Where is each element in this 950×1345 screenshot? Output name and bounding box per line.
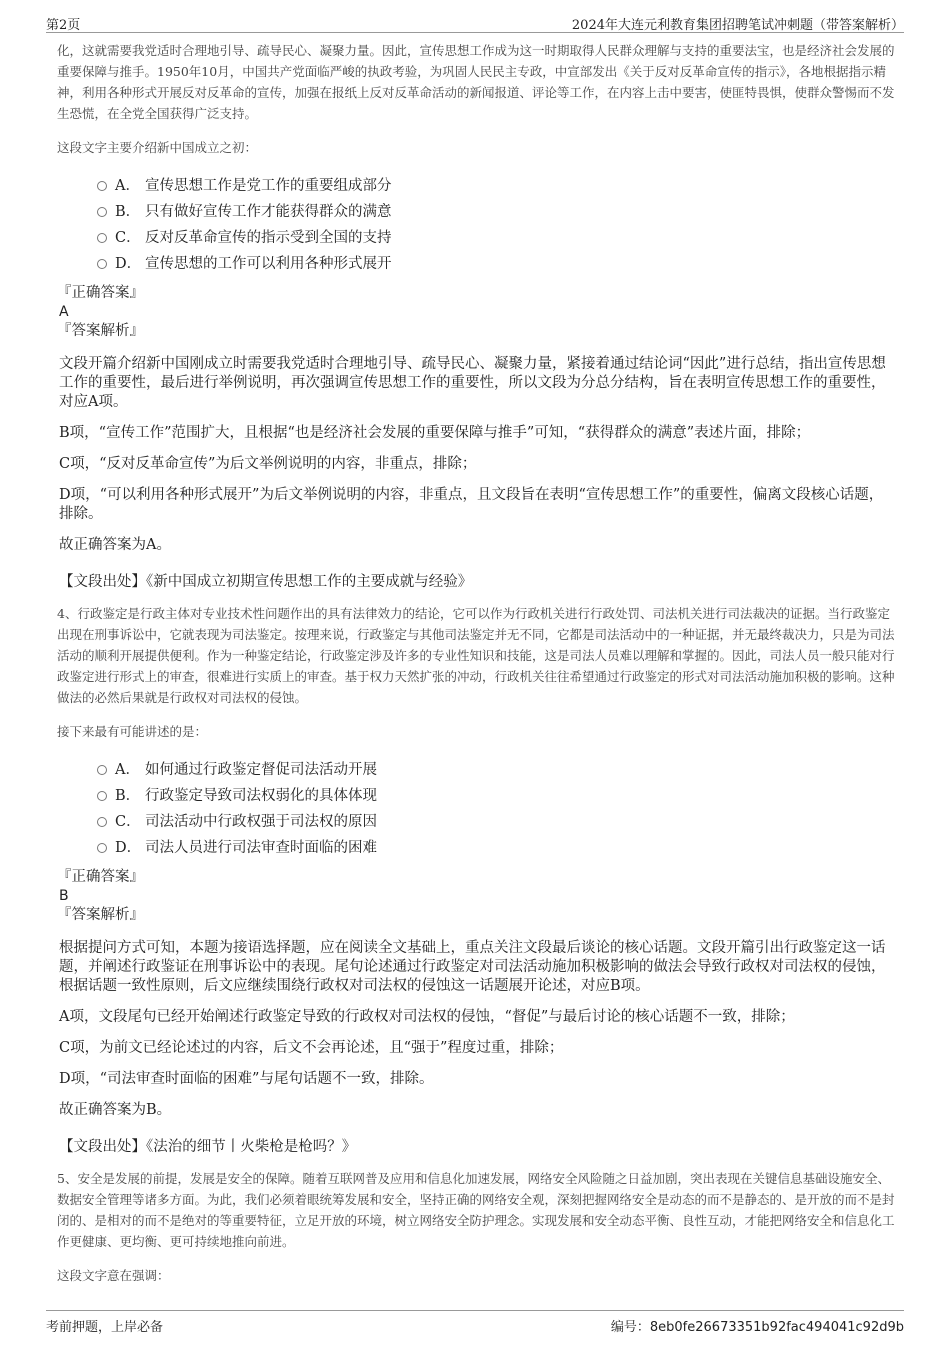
analysis-paragraph: 故正确答案为A。: [59, 537, 171, 553]
option-d[interactable]: D． 宣传思想的工作可以利用各种形式展开: [97, 250, 897, 276]
correct-answer: B: [59, 888, 69, 904]
source-citation: 【文段出处】《新中国成立初期宣传思想工作的主要成就与经验》: [59, 574, 473, 590]
radio-icon[interactable]: [97, 259, 107, 269]
page-number: 第2页: [46, 18, 81, 33]
radio-icon[interactable]: [97, 791, 107, 801]
page-header: [46, 10, 904, 33]
question-stem: 接下来最有可能讲述的是：: [57, 724, 208, 739]
radio-icon[interactable]: [97, 233, 107, 243]
option-a[interactable]: A． 如何通过行政鉴定督促司法活动开展: [97, 756, 897, 782]
option-a[interactable]: A． 宣传思想工作是党工作的重要组成部分: [97, 172, 897, 198]
option-b[interactable]: B． 行政鉴定导致司法权弱化的具体体现: [97, 782, 897, 808]
analysis-label: 『答案解析』: [57, 907, 144, 923]
analysis-paragraph: C项，“反对反革命宣传”为后文举例说明的内容，非重点，排除；: [59, 456, 477, 472]
analysis-paragraph: 根据提问方式可知，本题为接语选择题，应在阅读全文基础上，重点关注文段最后谈论的核心话题。文段开篇引出行政鉴定这一话题，并阐述行政鉴证在刑事诉讼中的表现。尾句论述通过行政鉴定对司法活动施加积极影响的做法会导致行政权对司法权的侵蚀，根据话题一致性原则，后文应继续围绕行政权对司法权的侵蚀这一话题展开论述，对应B项。: [59, 940, 886, 994]
page-footer: [46, 1310, 904, 1335]
analysis-label: 『答案解析』: [57, 323, 144, 339]
analysis-paragraph: D项，“可以利用各种形式展开”为后文举例说明的内容，非重点，且文段旨在表明“宣传思想工作”的重要性，偏离文段核心话题，排除。: [59, 487, 884, 522]
source-citation: 【文段出处】《法治的细节丨火柴枪是枪吗？》: [59, 1139, 357, 1155]
document-code: [611, 1316, 904, 1335]
code-value: 8eb0fe26673351b92fac494041c92d9b: [649, 1320, 904, 1335]
radio-icon[interactable]: [97, 181, 107, 191]
radio-icon[interactable]: [97, 843, 107, 853]
document-title: 2024年大连元利教育集团招聘笔试冲刺题（带答案解析）: [571, 18, 904, 33]
question-stem: 这段文字意在强调：: [57, 1268, 170, 1283]
option-c[interactable]: C． 反对反革命宣传的指示受到全国的支持: [97, 224, 897, 250]
passage-text: 化，这就需要我党适时合理地引导、疏导民心、凝聚力量。因此，宣传思想工作成为这一时期取得人民群众理解与支持的重要法宝，也是经济社会发展的重要保障与推手。1950年10月，中国共产党面临严峻的执政考验，为巩固人民民主专政，中宣部发出《关于反对反革命宣传的指示》，各地根据指示精神，利用各种形式开展反对反革命的宣传，加强在报纸上反对反革命活动的新闻报道、评论等工作，在内容上击中要害，使匪特畏惧，使群众警惕而不发生恐慌，在全党全国获得广泛支持。: [57, 43, 895, 121]
correct-answer-label: 『正确答案』: [57, 285, 144, 301]
option-list: [97, 756, 897, 860]
radio-icon[interactable]: [97, 817, 107, 827]
correct-answer-label: 『正确答案』: [57, 869, 144, 885]
option-list: [97, 172, 897, 276]
footer-slogan: 考前押题，上岸必备: [46, 1320, 164, 1335]
option-b[interactable]: B． 只有做好宣传工作才能获得群众的满意: [97, 198, 897, 224]
passage-text: 4、行政鉴定是行政主体对专业技术性问题作出的具有法律效力的结论，它可以作为行政机关进行行政处罚、司法机关进行司法裁决的证据。当行政鉴定出现在刑事诉讼中，它就表现为司法鉴定。按理来说，行政鉴定与其他司法鉴定并无不同，它都是司法活动中的一种证据，并无最终裁决力，只是为司法活动的顺利开展提供便利。作为一种鉴定结论，行政鉴定涉及许多的专业性知识和技能，这是司法人员难以理解和掌握的。因此，司法人员一般只能对行政鉴定进行形式上的审查，很难进行实质上的审查。基于权力天然扩张的冲动，行政机关往往希望通过行政鉴定的形式对司法活动施加积极的影响。这种做法的必然后果就是行政权对司法权的侵蚀。: [57, 606, 895, 705]
analysis-paragraph: A项，文段尾句已经开始阐述行政鉴定导致的行政权对司法权的侵蚀，“督促”与最后讨论的核心话题不一致，排除；: [59, 1009, 795, 1025]
option-c[interactable]: C． 司法活动中行政权强于司法权的原因: [97, 808, 897, 834]
document-body: [57, 40, 897, 1286]
code-label: 编号：: [610, 1320, 650, 1335]
option-d[interactable]: D． 司法人员进行司法审查时面临的困难: [97, 834, 897, 860]
analysis-paragraph: B项，“宣传工作”范围扩大，且根据“也是经济社会发展的重要保障与推手”可知，“获得群众的满意”表述片面，排除；: [59, 425, 811, 441]
analysis-paragraph: 故正确答案为B。: [59, 1102, 172, 1118]
question-stem: 这段文字主要介绍新中国成立之初：: [57, 140, 258, 155]
analysis-paragraph: 文段开篇介绍新中国刚成立时需要我党适时合理地引导、疏导民心、凝聚力量，紧接着通过结论词“因此”进行总结，指出宣传思想工作的重要性，最后进行举例说明，再次强调宣传思想工作的重要性，所以文段为分总分结构，旨在表明宣传思想工作的重要性，对应A项。: [59, 356, 886, 410]
correct-answer: A: [59, 304, 69, 320]
radio-icon[interactable]: [97, 765, 107, 775]
analysis-paragraph: C项，为前文已经论述过的内容，后文不会再论述，且“强于”程度过重，排除；: [59, 1040, 564, 1056]
passage-text: 5、安全是发展的前提，发展是安全的保障。随着互联网普及应用和信息化加速发展，网络安全风险随之日益加剧，突出表现在关键信息基础设施安全、数据安全管理等诸多方面。为此，我们必须着眼统筹发展和安全，坚持正确的网络安全观，深刻把握网络安全是动态的而不是静态的、是开放的而不是封闭的、是相对的而不是绝对的等重要特征，立足开放的环境，树立网络安全防护理念。实现发展和安全动态平衡、良性互动，才能把网络安全和信息化工作更健康、更均衡、更可持续地推向前进。: [57, 1171, 895, 1249]
radio-icon[interactable]: [97, 207, 107, 217]
analysis-paragraph: D项，“司法审查时面临的困难”与尾句话题不一致，排除。: [59, 1071, 434, 1087]
